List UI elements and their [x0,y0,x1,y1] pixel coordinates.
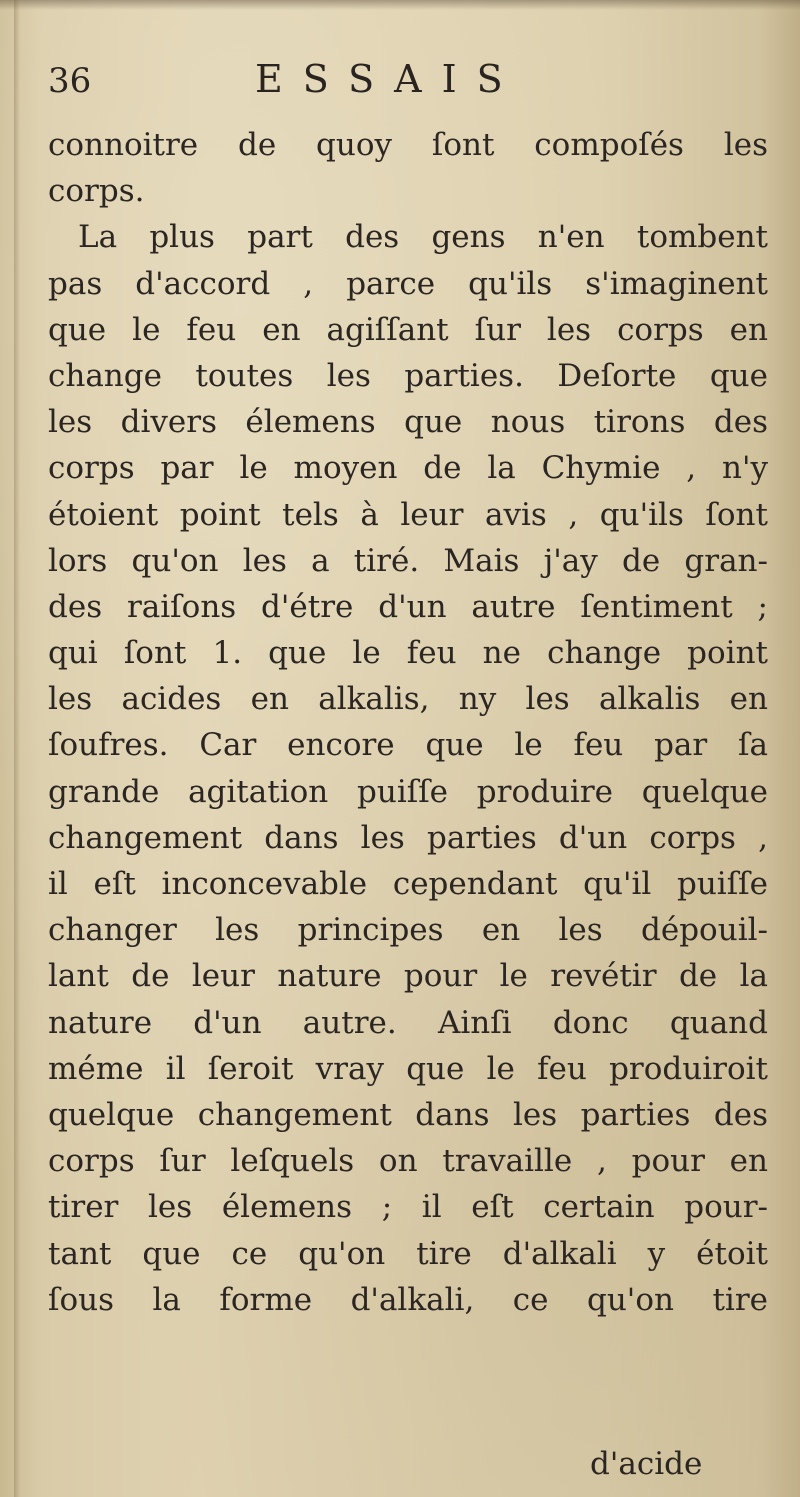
running-title: ESSAIS [255,57,523,101]
page-number: 36 [48,61,92,101]
page-top-shadow [0,0,800,10]
gutter-shadow [14,0,20,1497]
text-line: corps ſur leſquels on travaille , pour en [48,1143,768,1180]
text-line: étoient point tels à leur avis , qu'ils ſont [48,496,768,533]
text-line: il eſt inconcevable cependant qu'il puiſſe [48,866,768,902]
text-line: corps. [48,173,145,210]
text-line: pas d'accord , parce qu'ils s'imaginent [48,265,768,302]
text-line: que le feu en agiſſant ſur les corps en [48,311,768,348]
text-line: quelque changement dans les parties des [48,1096,768,1133]
text-line: méme il ſeroit vray que le feu produiroit [48,1050,768,1087]
catchword: d'acide [590,1446,703,1482]
text-line: qui ſont 1. que le feu ne change point [48,635,768,672]
text-line: change toutes les parties. Deſorte que [48,357,768,394]
text-line: ſoufres. Car encore que le feu par ſa [48,727,768,764]
text-line: tirer les élemens ; il eſt certain pour- [48,1189,768,1226]
text-line: changer les principes en les dépouil- [48,912,768,949]
text-line: La plus part des gens n'en tombent [78,219,768,256]
body-text [48,122,768,1323]
text-line: lors qu'on les a tiré. Mais j'ay de gran- [48,542,768,579]
text-line: les divers élemens que nous tirons des [48,404,768,441]
text-line: tant que ce qu'on tire d'alkali y étoit [48,1235,768,1272]
page-header [0,55,800,105]
text-line: nature d'un autre. Ainſi donc quand [48,1004,768,1041]
text-line: grande agitation puiſſe produire quelque [48,773,768,810]
text-line: corps par le moyen de la Chymie , n'y [48,450,768,487]
text-line: ſous la forme d'alkali, ce qu'on tire [48,1281,768,1318]
text-line: connoitre de quoy ſont compoſés les [48,127,768,163]
text-line: les acides en alkalis, ny les alkalis en [48,681,768,718]
text-line: lant de leur nature pour le revétir de la [48,958,768,995]
text-line: changement dans les parties d'un corps , [48,819,768,856]
text-line: des raiſons d'étre d'un autre ſentiment ; [48,588,768,625]
